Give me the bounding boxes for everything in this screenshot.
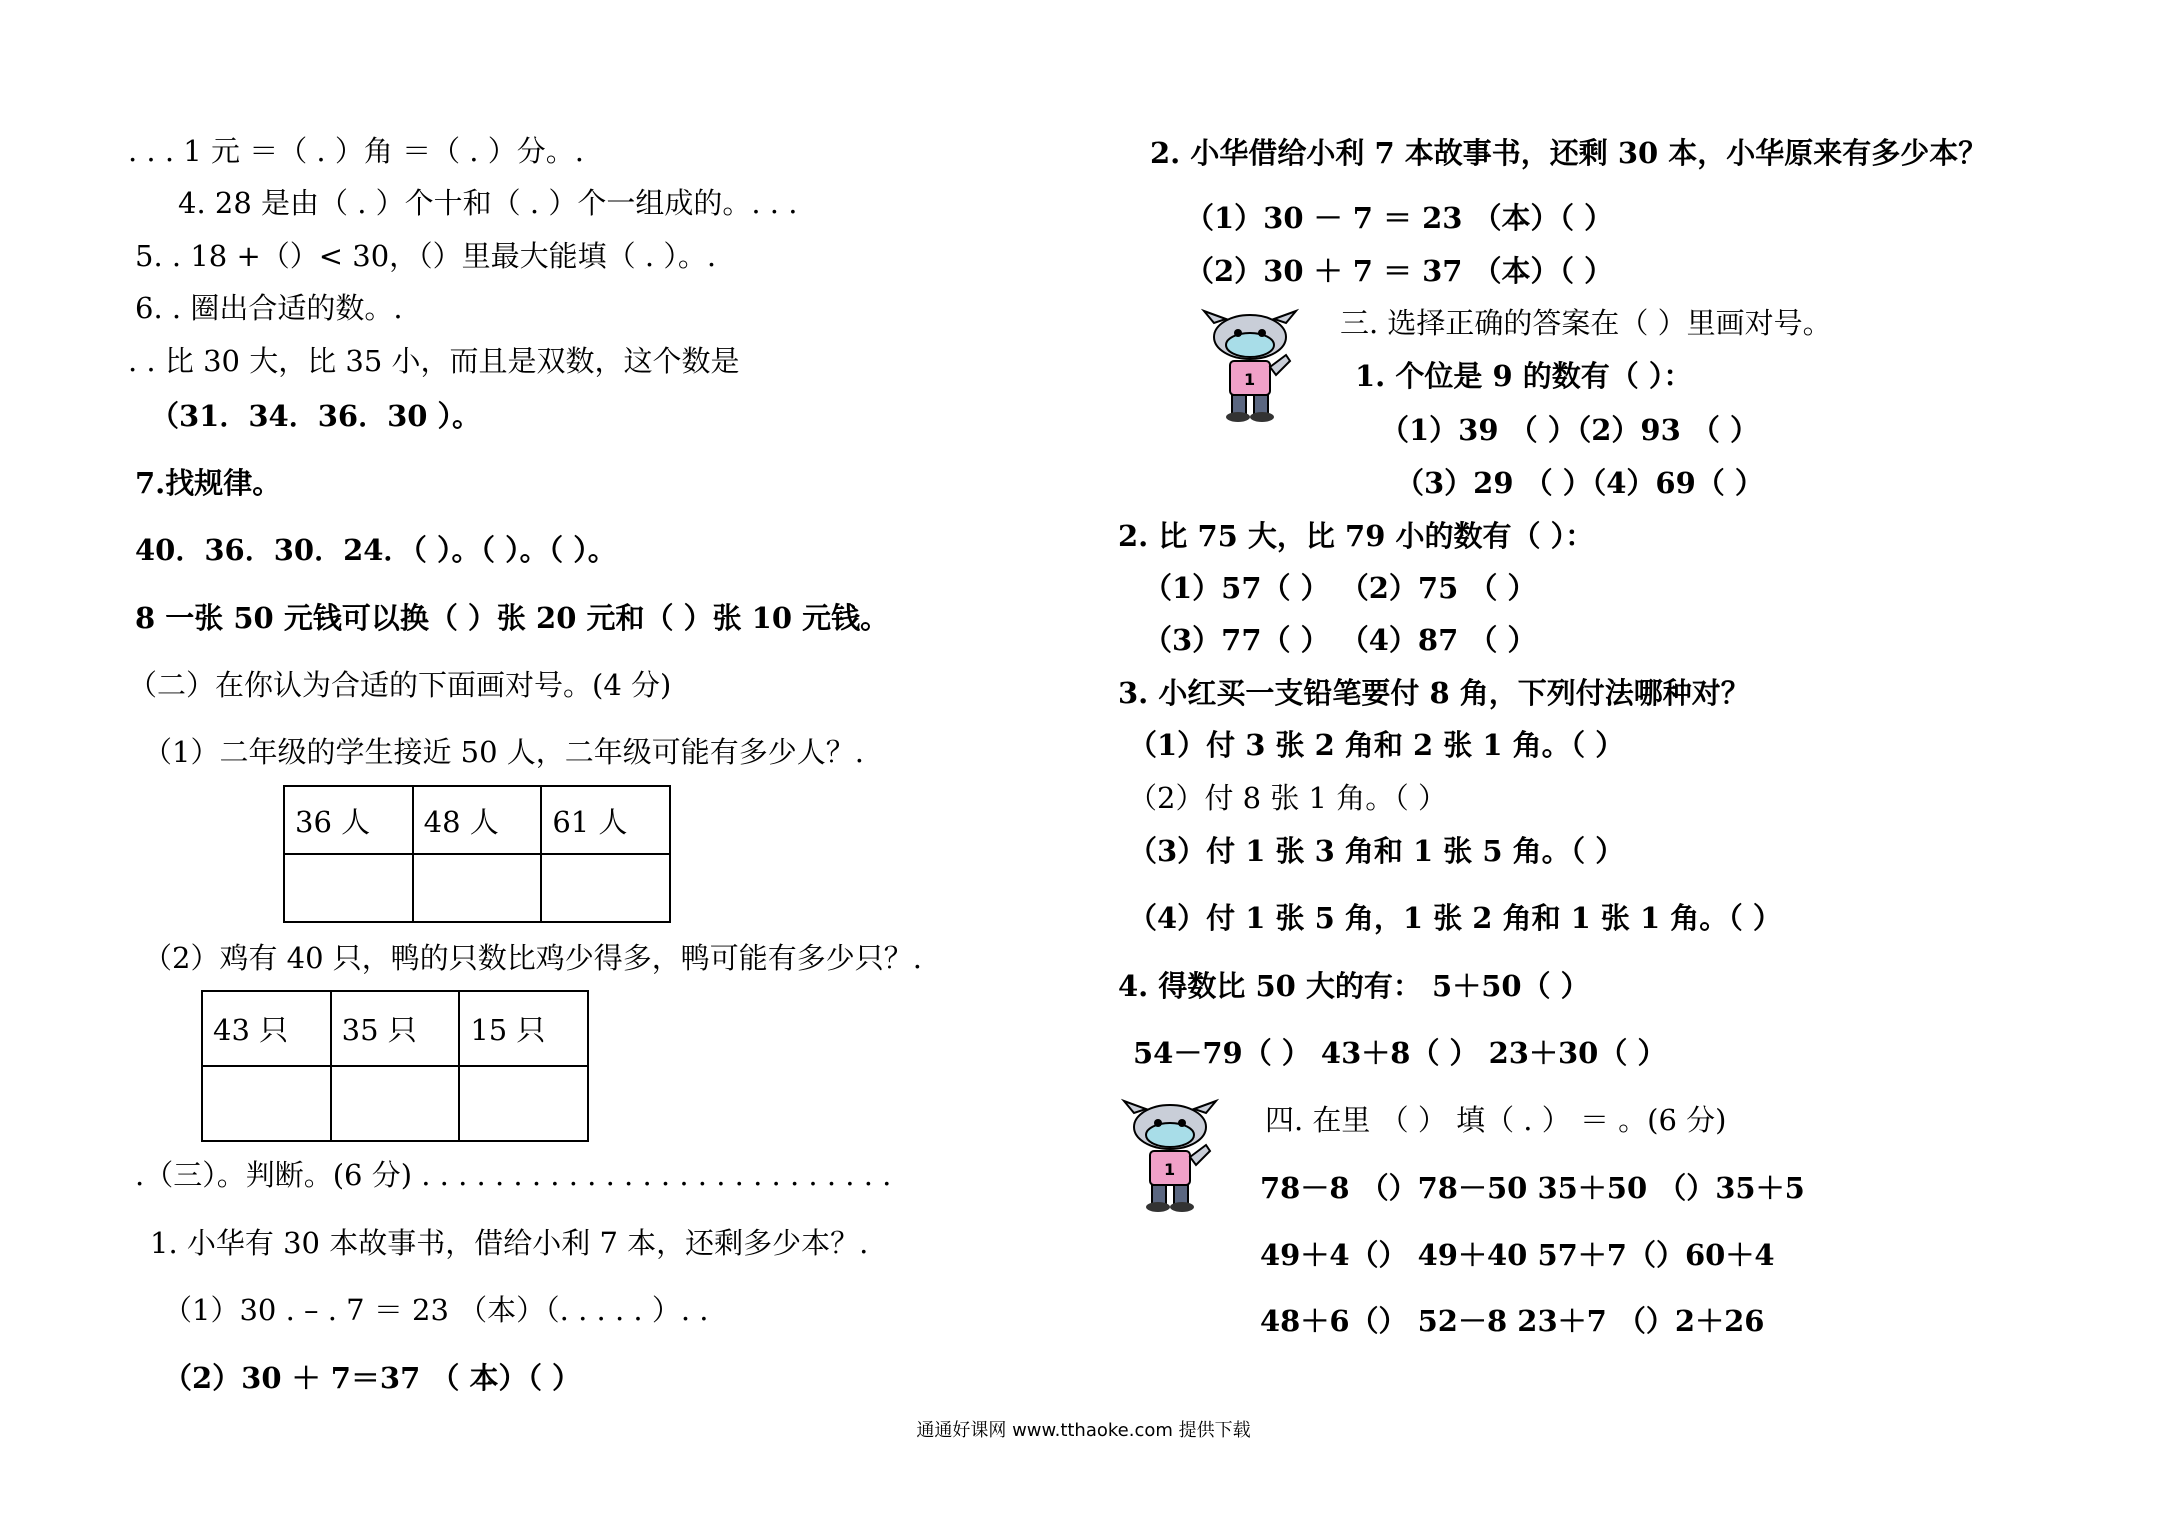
right-question-2: 2. 小华借给小利 7 本故事书，还剩 30 本，小华原来有多少本？	[1150, 136, 1988, 170]
judge-question-1: 1. 小华有 30 本故事书，借给小利 7 本，还剩多少本？.	[150, 1226, 869, 1260]
section-2-question-1: （1）二年级的学生接近 50 人，二年级可能有多少人？.	[143, 735, 865, 769]
question-5: 5. . 18 +（）< 30，（）里最大能填（ . ）。.	[135, 239, 717, 273]
question-8: 8 一张 50 元钱可以换（ ）张 20 元和（ ）张 10 元钱。	[135, 601, 890, 635]
answer-cell[interactable]	[284, 854, 413, 922]
choice-question-2-options-a: （1）57（ ） （2）75 （ ）	[1143, 571, 1537, 605]
choice-question-2-options-b: （3）77（ ） （4）87 （ ）	[1143, 623, 1537, 657]
choice-question-3: 3. 小红买一支铅笔要付 8 角，下列付法哪种对？	[1118, 676, 1750, 710]
choice-table-1	[283, 785, 671, 923]
svg-text:1: 1	[1164, 1160, 1176, 1179]
choice-question-4-options: 54－79（ ） 43＋8（ ） 23＋30（ ）	[1133, 1036, 1667, 1070]
answer-cell[interactable]	[413, 854, 542, 922]
judge-option-2: （2）30 ＋ 7＝37 （ 本）（ ）	[163, 1361, 582, 1395]
choice-question-3-option-2: （2）付 8 张 1 角。（ ）	[1128, 781, 1447, 815]
question-6-text: . . 比 30 大，比 35 小，而且是双数，这个数是	[128, 344, 740, 378]
table-cell: 35 只	[331, 991, 460, 1066]
section-3-right-heading: 三. 选择正确的答案在（ ）里画对号。	[1340, 306, 1832, 340]
choice-question-1-options-b: （3）29 （ ）（4）69（ ）	[1395, 466, 1764, 500]
table-cell: 61 人	[541, 786, 670, 854]
table-cell: 15 只	[459, 991, 588, 1066]
footer-credit: 通通好课网 www.tthaoke.com 提供下载	[916, 1420, 1251, 1441]
answer-cell[interactable]	[202, 1066, 331, 1141]
question-6-options: （31．34．36．30 ）。	[150, 399, 482, 433]
table-cell: 36 人	[284, 786, 413, 854]
choice-question-1: 1. 个位是 9 的数有（ ）：	[1355, 359, 1693, 393]
svg-text:1: 1	[1244, 370, 1256, 389]
answer-cell[interactable]	[331, 1066, 460, 1141]
choice-question-3-option-4: （4）付 1 张 5 角，1 张 2 角和 1 张 1 角。（ ）	[1128, 901, 1782, 935]
right-question-2-option-1: （1）30 － 7 ＝ 23 （本）（ ）	[1185, 201, 1614, 235]
answer-cell[interactable]	[459, 1066, 588, 1141]
compare-row-2: 49＋4（） 49＋40 57＋7（）60＋4	[1260, 1238, 1775, 1272]
section-3-heading: .（三）。判断。(6 分) . . . . . . . . . . . . . . . . . . . . . . . . . .	[135, 1158, 892, 1192]
money-conversion-question: . . . 1 元 ＝（ . ）角 ＝（ . ）分。.	[128, 134, 584, 168]
choice-question-2: 2. 比 75 大，比 79 小的数有（ ）：	[1118, 519, 1595, 553]
section-4-heading: 四. 在里 （ ） 填（ . ） ＝ 。(6 分)	[1265, 1103, 1727, 1137]
choice-question-3-option-3: （3）付 1 张 3 角和 1 张 5 角。（ ）	[1128, 834, 1625, 868]
answer-cell[interactable]	[541, 854, 670, 922]
question-6: 6. . 圈出合适的数。.	[135, 291, 403, 325]
section-2-question-2: （2）鸡有 40 只，鸭的只数比鸡少得多，鸭可能有多少只？.	[143, 941, 923, 975]
table-cell: 43 只	[202, 991, 331, 1066]
mascot-icon	[1200, 305, 1300, 423]
choice-question-3-option-1: （1）付 3 张 2 角和 2 张 1 角。（ ）	[1128, 728, 1625, 762]
judge-option-1: （1）30 . – . 7 ＝ 23 （本）（. . . . . ）. .	[163, 1293, 709, 1327]
question-7-sequence: 40．36．30．24．（ ）。（ ）。（ ）。	[135, 533, 617, 567]
compare-row-1: 78－8 （）78－50 35＋50 （）35＋5	[1260, 1171, 1805, 1205]
choice-question-1-options-a: （1）39 （ ）（2）93 （ ）	[1380, 413, 1759, 447]
compare-row-3: 48＋6（） 52－8 23＋7 （）2＋26	[1260, 1304, 1765, 1338]
section-2-heading: （二）在你认为合适的下面画对号。(4 分)	[128, 668, 672, 702]
table-cell: 48 人	[413, 786, 542, 854]
right-question-2-option-2: （2）30 ＋ 7 ＝ 37 （本）（ ）	[1185, 254, 1614, 288]
question-7: 7.找规律。	[135, 466, 282, 500]
question-4: 4. 28 是由（ . ）个十和（ . ）个一组成的。. . .	[178, 186, 798, 220]
choice-question-4: 4. 得数比 50 大的有： 5＋50（ ）	[1118, 969, 1590, 1003]
choice-table-2	[201, 990, 589, 1142]
mascot-icon	[1120, 1095, 1220, 1213]
